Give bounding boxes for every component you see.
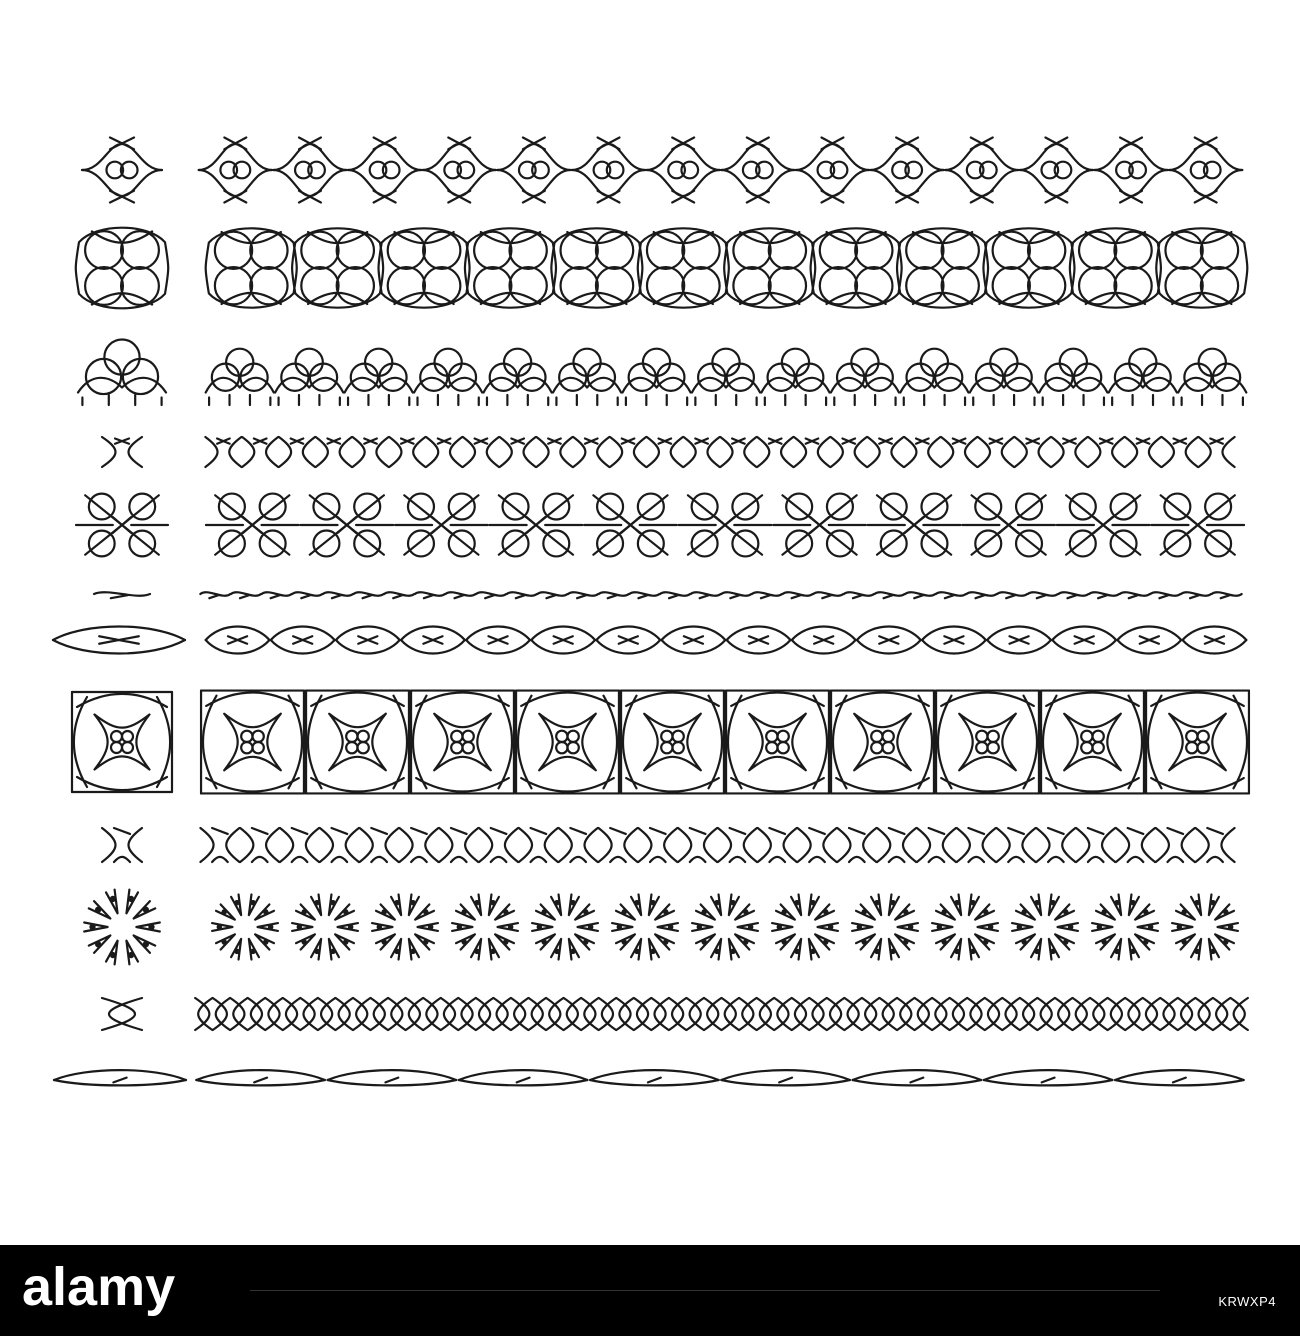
repeat-unit bbox=[773, 494, 866, 557]
repeat-unit bbox=[476, 998, 493, 1030]
repeat-unit bbox=[984, 1070, 1113, 1085]
repeat-unit bbox=[868, 437, 904, 467]
repeat-unit bbox=[507, 592, 537, 598]
repeat-unit bbox=[852, 894, 918, 959]
repeat-unit bbox=[772, 894, 838, 959]
repeat-unit bbox=[423, 138, 496, 203]
repeat-unit bbox=[479, 828, 518, 862]
repeat-unit bbox=[783, 592, 813, 598]
repeat-unit bbox=[1088, 437, 1124, 467]
repeat-unit bbox=[360, 828, 399, 862]
repeat-unit bbox=[915, 998, 932, 1030]
repeat-unit bbox=[320, 828, 359, 862]
repeat-unit bbox=[414, 349, 482, 405]
repeat-unit bbox=[395, 494, 488, 557]
repeat-unit bbox=[598, 828, 637, 862]
repeat-unit bbox=[1212, 592, 1242, 598]
repeat-unit bbox=[279, 437, 315, 467]
repeat-unit bbox=[831, 691, 934, 794]
strip-clover-bow bbox=[206, 494, 1244, 557]
repeat-unit bbox=[1076, 828, 1115, 862]
repeat-unit bbox=[599, 998, 616, 1030]
repeat-unit bbox=[328, 1070, 457, 1085]
repeat-unit bbox=[1058, 592, 1088, 598]
repeat-unit bbox=[1038, 998, 1055, 1030]
repeat-unit bbox=[970, 349, 1038, 405]
repeat-unit bbox=[794, 437, 830, 467]
repeat-unit bbox=[844, 592, 874, 598]
repeat-unit bbox=[273, 138, 346, 203]
ornament-row-thin-wave bbox=[94, 592, 1242, 598]
repeat-unit bbox=[966, 592, 996, 598]
repeat-unit bbox=[720, 437, 756, 467]
repeat-unit bbox=[837, 828, 876, 862]
repeat-unit bbox=[967, 998, 984, 1030]
repeat-unit bbox=[1120, 592, 1150, 598]
repeat-unit bbox=[862, 998, 879, 1030]
repeat-unit bbox=[721, 1070, 850, 1085]
repeat-unit bbox=[1156, 228, 1247, 307]
repeat-unit bbox=[201, 691, 304, 794]
ornament-row-square-knot-tile bbox=[72, 691, 1249, 794]
repeat-unit bbox=[1199, 437, 1235, 467]
repeat-unit bbox=[546, 998, 563, 1030]
repeat-unit bbox=[213, 998, 230, 1030]
sample-lens-chain bbox=[53, 627, 185, 654]
repeat-unit bbox=[774, 998, 791, 1030]
repeat-unit bbox=[950, 998, 967, 1030]
repeat-unit bbox=[1039, 349, 1107, 405]
repeat-unit bbox=[1196, 998, 1213, 1030]
repeat-unit bbox=[559, 828, 598, 862]
sample-long-wave bbox=[54, 1070, 186, 1085]
repeat-unit bbox=[1116, 828, 1155, 862]
ornament-row-dense-loop bbox=[102, 998, 1248, 1030]
logo-text: alamy bbox=[22, 1259, 176, 1317]
repeat-unit bbox=[200, 592, 230, 598]
alamy-logo bbox=[22, 1259, 232, 1321]
repeat-unit bbox=[573, 437, 609, 467]
repeat-unit bbox=[679, 494, 772, 557]
strip-square-knot-tile bbox=[201, 691, 1249, 794]
image-id: KRWXP4 bbox=[1218, 1294, 1276, 1309]
repeat-unit bbox=[622, 349, 690, 405]
repeat-unit bbox=[200, 828, 239, 862]
repeat-unit bbox=[813, 592, 843, 598]
repeat-unit bbox=[831, 349, 899, 405]
repeat-unit bbox=[300, 494, 393, 557]
repeat-unit bbox=[853, 1070, 982, 1085]
repeat-unit bbox=[660, 592, 690, 598]
repeat-unit bbox=[647, 138, 720, 203]
repeat-unit bbox=[262, 592, 292, 598]
repeat-unit bbox=[997, 828, 1036, 862]
repeat-unit bbox=[292, 592, 322, 598]
repeat-unit bbox=[1125, 437, 1161, 467]
strip-long-wave bbox=[196, 1070, 1243, 1085]
repeat-unit bbox=[1002, 998, 1019, 1030]
repeat-unit bbox=[941, 437, 977, 467]
repeat-unit bbox=[199, 138, 272, 203]
repeat-unit bbox=[389, 437, 425, 467]
repeat-unit bbox=[318, 998, 335, 1030]
repeat-unit bbox=[1178, 349, 1246, 405]
repeat-unit bbox=[1162, 437, 1198, 467]
repeat-unit bbox=[684, 437, 720, 467]
sample-double-arc-chain bbox=[102, 828, 142, 862]
repeat-unit bbox=[692, 349, 760, 405]
repeat-unit bbox=[1052, 627, 1116, 654]
repeat-unit bbox=[345, 349, 413, 405]
repeat-unit bbox=[265, 998, 282, 1030]
repeat-unit bbox=[564, 998, 581, 1030]
repeat-unit bbox=[494, 998, 511, 1030]
repeat-unit bbox=[196, 1070, 325, 1085]
strip-sunburst bbox=[212, 894, 1238, 959]
repeat-unit bbox=[590, 1070, 719, 1085]
repeat-unit bbox=[1020, 998, 1037, 1030]
repeat-unit bbox=[206, 228, 297, 307]
repeat-unit bbox=[465, 228, 556, 307]
repeat-unit bbox=[610, 437, 646, 467]
repeat-unit bbox=[240, 828, 279, 862]
strip-infinity-diamond bbox=[199, 138, 1243, 203]
repeat-unit bbox=[596, 627, 660, 654]
sample-square-knot-tile bbox=[72, 692, 172, 792]
repeat-unit bbox=[497, 138, 570, 203]
repeat-unit bbox=[809, 998, 826, 1030]
sample-scalloped-trefoil bbox=[78, 340, 166, 405]
repeat-unit bbox=[205, 437, 241, 467]
repeat-unit bbox=[691, 592, 721, 598]
repeat-unit bbox=[978, 437, 1014, 467]
repeat-unit bbox=[647, 437, 683, 467]
repeat-unit bbox=[831, 437, 867, 467]
repeat-unit bbox=[452, 894, 518, 959]
ornament-row-sunburst bbox=[84, 890, 1238, 965]
repeat-unit bbox=[1146, 691, 1249, 794]
repeat-unit bbox=[490, 494, 583, 557]
repeat-unit bbox=[568, 592, 598, 598]
repeat-unit bbox=[997, 592, 1027, 598]
repeat-unit bbox=[936, 691, 1039, 794]
repeat-unit bbox=[880, 998, 897, 1030]
repeat-unit bbox=[532, 894, 598, 959]
repeat-unit bbox=[1117, 627, 1181, 654]
repeat-unit bbox=[739, 998, 756, 1030]
sample-sunburst bbox=[84, 890, 160, 965]
repeat-unit bbox=[426, 437, 462, 467]
repeat-unit bbox=[662, 627, 726, 654]
repeat-unit bbox=[1089, 592, 1119, 598]
repeat-unit bbox=[752, 592, 782, 598]
repeat-unit bbox=[827, 998, 844, 1030]
repeat-unit bbox=[917, 828, 956, 862]
strip-small-x-loop bbox=[205, 437, 1234, 467]
repeat-unit bbox=[242, 437, 278, 467]
repeat-unit bbox=[932, 998, 949, 1030]
repeat-unit bbox=[1092, 894, 1158, 959]
repeat-unit bbox=[206, 494, 299, 557]
repeat-unit bbox=[726, 691, 829, 794]
repeat-unit bbox=[553, 349, 621, 405]
repeat-unit bbox=[353, 998, 370, 1030]
repeat-unit bbox=[638, 828, 677, 862]
repeat-unit bbox=[1020, 138, 1093, 203]
ornament-row-scalloped-trefoil bbox=[78, 340, 1246, 405]
repeat-unit bbox=[900, 349, 968, 405]
repeat-unit bbox=[1181, 592, 1211, 598]
repeat-unit bbox=[275, 349, 343, 405]
sample-infinity-diamond bbox=[82, 138, 162, 203]
repeat-unit bbox=[678, 828, 717, 862]
repeat-unit bbox=[985, 998, 1002, 1030]
strip-scalloped-trefoil bbox=[206, 349, 1247, 405]
repeat-unit bbox=[1109, 349, 1177, 405]
ornament-row-double-arc-chain bbox=[102, 828, 1235, 862]
repeat-unit bbox=[1172, 894, 1238, 959]
repeat-unit bbox=[1028, 592, 1058, 598]
repeat-unit bbox=[500, 437, 536, 467]
repeat-unit bbox=[1183, 627, 1247, 654]
repeat-unit bbox=[231, 592, 261, 598]
repeat-unit bbox=[531, 627, 595, 654]
repeat-unit bbox=[877, 828, 916, 862]
repeat-unit bbox=[519, 828, 558, 862]
repeat-unit bbox=[1151, 494, 1244, 557]
repeat-unit bbox=[581, 998, 598, 1030]
repeat-unit bbox=[536, 437, 572, 467]
repeat-unit bbox=[379, 228, 470, 307]
repeat-unit bbox=[371, 998, 388, 1030]
repeat-unit bbox=[758, 828, 797, 862]
repeat-unit bbox=[811, 228, 902, 307]
repeat-unit bbox=[599, 592, 629, 598]
repeat-unit bbox=[897, 998, 914, 1030]
repeat-unit bbox=[857, 627, 921, 654]
repeat-unit bbox=[922, 627, 986, 654]
repeat-unit bbox=[983, 228, 1074, 307]
repeat-unit bbox=[945, 138, 1018, 203]
repeat-unit bbox=[584, 494, 677, 557]
strip-quatrefoil-knot bbox=[206, 228, 1248, 307]
strip-double-arc-chain bbox=[200, 828, 1234, 862]
repeat-unit bbox=[1036, 828, 1075, 862]
repeat-unit bbox=[616, 998, 633, 1030]
repeat-unit bbox=[1073, 998, 1090, 1030]
repeat-unit bbox=[796, 138, 869, 203]
repeat-unit bbox=[1015, 437, 1051, 467]
repeat-unit bbox=[280, 828, 319, 862]
ornament-row-quatrefoil-knot bbox=[76, 228, 1248, 309]
repeat-unit bbox=[516, 691, 619, 794]
repeat-unit bbox=[195, 998, 212, 1030]
repeat-unit bbox=[932, 894, 998, 959]
repeat-unit bbox=[323, 592, 353, 598]
repeat-unit bbox=[905, 592, 935, 598]
repeat-unit bbox=[354, 592, 384, 598]
ornament-row-infinity-diamond bbox=[82, 138, 1242, 203]
repeat-unit bbox=[292, 894, 358, 959]
sample-thin-wave bbox=[94, 592, 150, 598]
repeat-unit bbox=[721, 138, 794, 203]
repeat-unit bbox=[868, 494, 961, 557]
repeat-unit bbox=[466, 627, 530, 654]
repeat-unit bbox=[300, 998, 317, 1030]
strip-thin-wave bbox=[200, 592, 1241, 598]
repeat-unit bbox=[692, 894, 758, 959]
repeat-unit bbox=[230, 998, 247, 1030]
ornament-row-lens-chain bbox=[53, 627, 1246, 654]
strip-dense-loop bbox=[195, 998, 1248, 1030]
repeat-unit bbox=[962, 494, 1055, 557]
repeat-unit bbox=[306, 691, 409, 794]
repeat-unit bbox=[551, 228, 642, 307]
repeat-unit bbox=[897, 228, 988, 307]
repeat-unit bbox=[484, 349, 552, 405]
repeat-unit bbox=[987, 627, 1051, 654]
repeat-unit bbox=[537, 592, 567, 598]
ornament-row-long-wave bbox=[54, 1070, 1244, 1085]
repeat-unit bbox=[1160, 998, 1177, 1030]
repeat-unit bbox=[336, 998, 353, 1030]
repeat-unit bbox=[621, 691, 724, 794]
repeat-unit bbox=[721, 592, 751, 598]
repeat-unit bbox=[283, 998, 300, 1030]
repeat-unit bbox=[212, 894, 278, 959]
repeat-unit bbox=[1196, 828, 1235, 862]
repeat-unit bbox=[441, 998, 458, 1030]
repeat-unit bbox=[1115, 1070, 1244, 1085]
repeat-unit bbox=[718, 828, 757, 862]
repeat-unit bbox=[957, 828, 996, 862]
footer-divider bbox=[250, 1290, 1160, 1291]
repeat-unit bbox=[388, 998, 405, 1030]
repeat-unit bbox=[292, 228, 383, 307]
repeat-unit bbox=[1057, 494, 1150, 557]
repeat-unit bbox=[1169, 138, 1242, 203]
repeat-unit bbox=[634, 998, 651, 1030]
repeat-unit bbox=[1012, 894, 1078, 959]
ornament-row-small-x-loop bbox=[102, 437, 1235, 467]
repeat-unit bbox=[792, 998, 809, 1030]
repeat-unit bbox=[271, 627, 335, 654]
repeat-unit bbox=[248, 998, 265, 1030]
repeat-unit bbox=[651, 998, 668, 1030]
repeat-unit bbox=[411, 691, 514, 794]
repeat-unit bbox=[1051, 437, 1087, 467]
repeat-unit bbox=[612, 894, 678, 959]
repeat-unit bbox=[458, 998, 475, 1030]
repeat-unit bbox=[757, 437, 793, 467]
repeat-unit bbox=[206, 627, 270, 654]
repeat-unit bbox=[669, 998, 686, 1030]
repeat-unit bbox=[399, 828, 438, 862]
repeat-unit bbox=[1055, 998, 1072, 1030]
repeat-unit bbox=[1143, 998, 1160, 1030]
sample-dense-loop bbox=[102, 998, 142, 1030]
repeat-unit bbox=[1094, 138, 1167, 203]
repeat-unit bbox=[1231, 998, 1248, 1030]
repeat-unit bbox=[423, 998, 440, 1030]
repeat-unit bbox=[415, 592, 445, 598]
repeat-unit bbox=[372, 894, 438, 959]
repeat-unit bbox=[1070, 228, 1161, 307]
repeat-unit bbox=[353, 437, 389, 467]
repeat-unit bbox=[439, 828, 478, 862]
repeat-unit bbox=[687, 998, 704, 1030]
repeat-unit bbox=[463, 437, 499, 467]
sample-clover-bow bbox=[76, 494, 168, 557]
repeat-unit bbox=[406, 998, 423, 1030]
repeat-unit bbox=[401, 627, 465, 654]
ornament-row-clover-bow bbox=[76, 494, 1244, 557]
repeat-unit bbox=[476, 592, 506, 598]
repeat-unit bbox=[1125, 998, 1142, 1030]
repeat-unit bbox=[871, 138, 944, 203]
repeat-unit bbox=[798, 828, 837, 862]
repeat-unit bbox=[1108, 998, 1125, 1030]
repeat-unit bbox=[792, 627, 856, 654]
repeat-unit bbox=[1090, 998, 1107, 1030]
repeat-unit bbox=[1041, 691, 1144, 794]
sample-quatrefoil-knot bbox=[76, 228, 168, 309]
repeat-unit bbox=[845, 998, 862, 1030]
repeat-unit bbox=[875, 592, 905, 598]
repeat-unit bbox=[206, 349, 274, 405]
strip-lens-chain bbox=[206, 627, 1247, 654]
repeat-unit bbox=[1213, 998, 1230, 1030]
repeat-unit bbox=[724, 228, 815, 307]
repeat-unit bbox=[936, 592, 966, 598]
repeat-unit bbox=[1156, 828, 1195, 862]
repeat-unit bbox=[384, 592, 414, 598]
repeat-unit bbox=[445, 592, 475, 598]
repeat-unit bbox=[757, 998, 774, 1030]
repeat-unit bbox=[722, 998, 739, 1030]
repeat-unit bbox=[316, 437, 352, 467]
repeat-unit bbox=[761, 349, 829, 405]
repeat-unit bbox=[336, 627, 400, 654]
repeat-unit bbox=[704, 998, 721, 1030]
sample-small-x-loop bbox=[102, 437, 142, 467]
repeat-unit bbox=[511, 998, 528, 1030]
repeat-unit bbox=[348, 138, 421, 203]
repeat-unit bbox=[727, 627, 791, 654]
repeat-unit bbox=[904, 437, 940, 467]
repeat-unit bbox=[638, 228, 729, 307]
repeat-unit bbox=[1178, 998, 1195, 1030]
repeat-unit bbox=[459, 1070, 588, 1085]
repeat-unit bbox=[1150, 592, 1180, 598]
repeat-unit bbox=[629, 592, 659, 598]
repeat-unit bbox=[572, 138, 645, 203]
repeat-unit bbox=[529, 998, 546, 1030]
